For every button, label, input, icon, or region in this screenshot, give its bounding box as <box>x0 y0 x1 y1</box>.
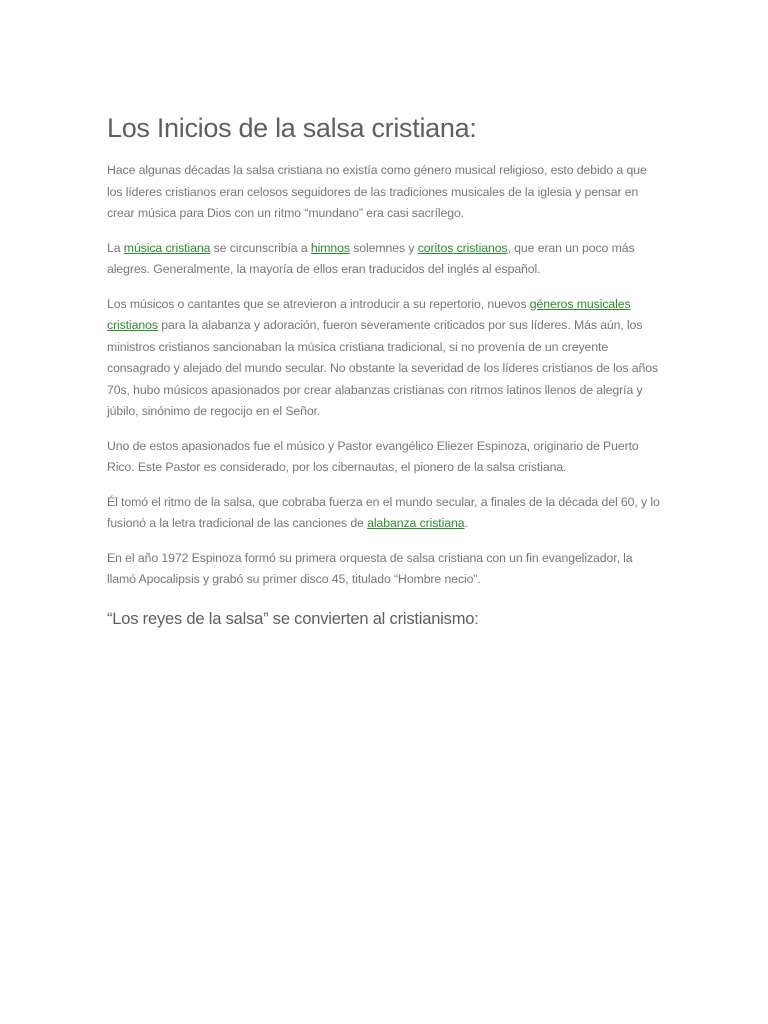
paragraph-text: , que eran un poco más alegres. Generalmente, la mayoría de ellos eran traducidos del inglés al español. <box>107 240 635 276</box>
paragraph-text: Los músicos o cantantes que se atrevieron a introducir a su repertorio, nuevos <box>107 296 530 311</box>
page-title: Los Inicios de la salsa cristiana: <box>107 113 477 143</box>
paragraph-text: Él tomó el ritmo de la salsa, que cobraba fuerza en el mundo secular, a finales de la década del 60, y lo fusionó a la letra tradicional de las canciones de <box>107 494 660 530</box>
paragraph-text: para la alabanza y adoración, fueron severamente criticados por sus líderes. Más aún, los ministros cristianos sancionaban la música cristiana tradicional, si no provenía de un creyente consagrado y alejado del mundo secular. No obstante la severidad de los líderes cristianos de los años 70s, hubo músicos apasionados por crear alabanzas cristianas con ritmos latinos llenos de alegría y júbilo, sinónimo de regocijo en el Señor. <box>107 318 659 418</box>
link-musica-cristiana[interactable]: música cristiana <box>123 240 211 255</box>
link-himnos[interactable]: himnos <box>310 240 350 255</box>
paragraph-ritmo-salsa <box>107 492 663 535</box>
paragraph-text: se circunscribía a <box>210 240 311 255</box>
paragraph-eliezer-espinoza: Uno de estos apasionados fue el músico y Pastor evangélico Eliezer Espinoza, originario de Puerto Rico. Este Pastor es considerado, por los cibernautas, el pionero de la salsa cristiana. <box>107 438 639 474</box>
paragraph-intro: Hace algunas décadas la salsa cristiana no existía como género musical religioso, esto debido a que los líderes cristianos eran celosos seguidores de las tradiciones musicales de la iglesia y pensar en crear música para Dios con un ritmo “mundano” era casi sacrílego. <box>107 163 647 220</box>
link-coritos-cristianos[interactable]: coritos cristianos <box>417 240 508 255</box>
paragraph-text: . <box>464 516 468 530</box>
article <box>107 110 663 631</box>
paragraph-musica-cristiana <box>107 238 663 281</box>
paragraph-text: La <box>107 240 124 255</box>
link-generos-musicales-cristianos[interactable]: géneros musicales cristianos <box>107 296 631 332</box>
link-alabanza-cristiana[interactable]: alabanza cristiana <box>367 516 465 530</box>
paragraph-text: solemnes y <box>349 240 418 255</box>
section-subtitle: “Los reyes de la salsa” se convierten al cristianismo: <box>107 609 479 628</box>
paragraph-musicos <box>107 294 663 423</box>
paragraph-1972: En el año 1972 Espinoza formó su primera orquesta de salsa cristiana con un fin evangelizador, la llamó Apocalipsis y grabó su primer disco 45, titulado “Hombre necio”. <box>107 550 633 586</box>
